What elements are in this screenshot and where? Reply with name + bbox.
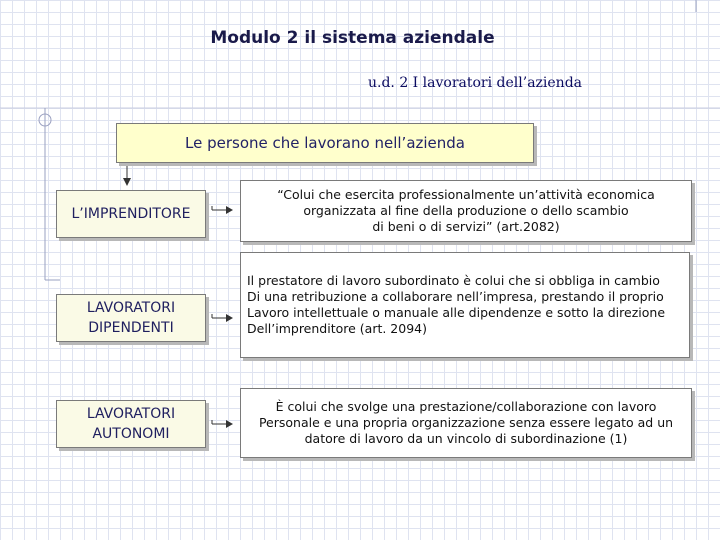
label-box-autonomi <box>56 400 206 448</box>
definition-line: Lavoro intellettuale o manuale alle dipendenze e sotto la direzione <box>247 305 666 320</box>
right-arrow-icon <box>212 206 233 214</box>
label-box-dipendenti <box>56 294 206 342</box>
definition-line: “Colui che esercita professionalmente un’attività economica <box>277 187 655 202</box>
definition-line: Il prestatore di lavoro subordinato è colui che si obbliga in cambio <box>247 273 660 288</box>
definition-line: di beni o di servizi” (art.2082) <box>372 219 560 234</box>
slide-subtitle: u.d. 2 I lavoratori dell’azienda <box>368 75 583 91</box>
definition-line: Di una retribuzione a collaborare nell’impresa, prestando il proprio <box>247 289 664 304</box>
label-line: L’IMPRENDITORE <box>71 206 191 222</box>
label-line: DIPENDENTI <box>88 320 174 336</box>
definition-box-dipendenti <box>240 252 690 358</box>
definition-box-autonomi <box>240 388 692 458</box>
right-arrow-icon <box>212 420 233 428</box>
label-box-imprenditore <box>56 190 206 238</box>
main-concept-box <box>116 123 534 163</box>
definition-line: organizzata al fine della produzione o dello scambio <box>303 203 629 218</box>
definition-line: datore di lavoro da un vincolo di subordinazione (1) <box>304 431 628 446</box>
definition-line: Personale e una propria organizzazione senza essere legato ad un <box>258 415 674 430</box>
definition-line: Dell’imprenditore (art. 2094) <box>247 321 427 336</box>
right-arrow-icon <box>212 314 233 322</box>
definition-box-imprenditore <box>240 180 692 242</box>
slide-title: Modulo 2 il sistema aziendale <box>210 28 495 48</box>
label-line: LAVORATORI <box>86 300 176 316</box>
label-line: AUTONOMI <box>92 426 170 442</box>
definition-line: È colui che svolge una prestazione/collaborazione con lavoro <box>275 399 657 414</box>
main-concept-label: Le persone che lavorano nell’azienda <box>185 134 465 152</box>
label-line: LAVORATORI <box>86 406 176 422</box>
